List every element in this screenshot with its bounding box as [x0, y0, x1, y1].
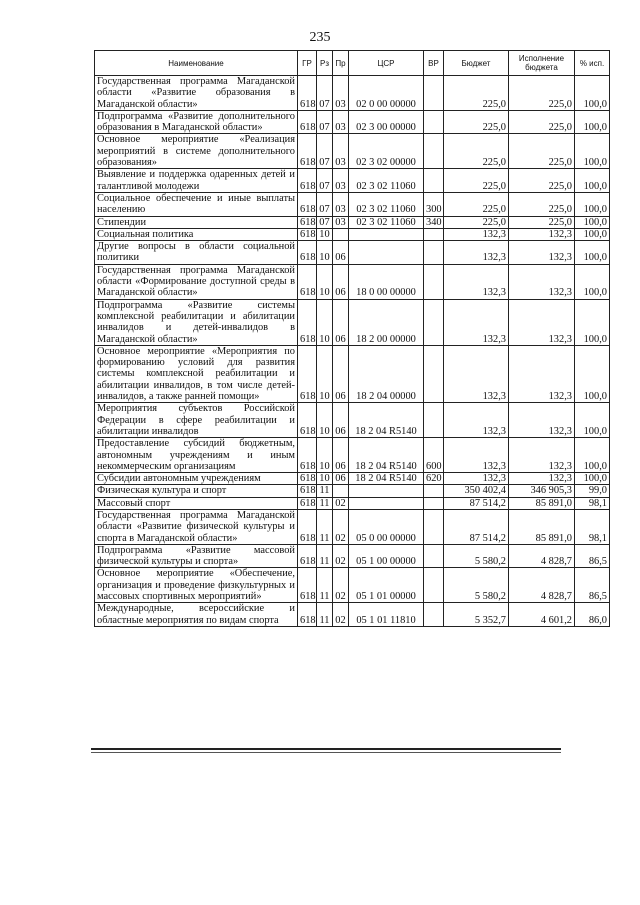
row-budget: 132,3: [444, 241, 509, 265]
row-gr: 618: [298, 544, 317, 568]
row-percent: 100,0: [575, 169, 610, 193]
row-vr: 340: [424, 216, 444, 228]
row-rz: 11: [317, 485, 333, 497]
table-row: [95, 76, 610, 111]
row-vr: [424, 509, 444, 544]
row-execution: 132,3: [509, 241, 575, 265]
row-csr: 02 3 00 00000: [349, 110, 424, 134]
row-execution: 85 891,0: [509, 497, 575, 509]
row-budget: 132,3: [444, 403, 509, 438]
row-gr: 618: [298, 345, 317, 402]
row-rz: 07: [317, 216, 333, 228]
row-budget: 5 580,2: [444, 568, 509, 603]
row-gr: 618: [298, 169, 317, 193]
row-csr: [349, 497, 424, 509]
row-budget: 225,0: [444, 216, 509, 228]
row-budget: 225,0: [444, 169, 509, 193]
row-percent: 100,0: [575, 403, 610, 438]
row-percent: 86,5: [575, 544, 610, 568]
row-rz: 10: [317, 345, 333, 402]
row-gr: 618: [298, 76, 317, 111]
row-pr: [333, 228, 349, 240]
row-rz: 11: [317, 544, 333, 568]
row-csr: [349, 485, 424, 497]
row-budget: 132,3: [444, 299, 509, 345]
row-execution: 132,3: [509, 299, 575, 345]
row-execution: 225,0: [509, 216, 575, 228]
row-gr: 618: [298, 264, 317, 299]
row-pr: 06: [333, 438, 349, 473]
header-vr: ВР: [424, 51, 444, 76]
row-rz: 07: [317, 134, 333, 169]
row-execution: 225,0: [509, 169, 575, 193]
row-budget: 87 514,2: [444, 509, 509, 544]
row-percent: 100,0: [575, 134, 610, 169]
row-csr: 18 0 00 00000: [349, 264, 424, 299]
row-vr: [424, 134, 444, 169]
row-rz: 10: [317, 473, 333, 485]
row-percent: 100,0: [575, 216, 610, 228]
table-row: [95, 216, 610, 228]
row-name: Подпрограмма «Развитие системы комплексной реабилитации и абилитации инвалидов и детей-инвалидов в Магаданской области»: [95, 299, 298, 345]
row-gr: 618: [298, 473, 317, 485]
row-vr: [424, 568, 444, 603]
row-execution: 132,3: [509, 345, 575, 402]
table-row: [95, 485, 610, 497]
row-budget: 5 352,7: [444, 603, 509, 627]
row-name: Другие вопросы в области социальной политики: [95, 241, 298, 265]
row-budget: 350 402,4: [444, 485, 509, 497]
header-name: Наименование: [95, 51, 298, 76]
table-row: [95, 264, 610, 299]
header-rz: Рз: [317, 51, 333, 76]
page-number: 235: [309, 30, 331, 45]
row-execution: 225,0: [509, 76, 575, 111]
row-rz: 10: [317, 228, 333, 240]
row-execution: 4 601,2: [509, 603, 575, 627]
row-percent: 100,0: [575, 299, 610, 345]
row-csr: 18 2 00 00000: [349, 299, 424, 345]
row-name: Государственная программа Магаданской области «Развитие образования в Магаданской области»: [95, 76, 298, 111]
row-rz: 10: [317, 264, 333, 299]
row-budget: 132,3: [444, 473, 509, 485]
table-row: [95, 345, 610, 402]
row-csr: 18 2 04 R5140: [349, 438, 424, 473]
row-percent: 100,0: [575, 241, 610, 265]
header-percent: % исп.: [575, 51, 610, 76]
table-row: [95, 241, 610, 265]
row-vr: [424, 264, 444, 299]
row-name: Физическая культура и спорт: [95, 485, 298, 497]
row-pr: 03: [333, 192, 349, 216]
row-vr: 620: [424, 473, 444, 485]
row-execution: 132,3: [509, 438, 575, 473]
row-vr: [424, 485, 444, 497]
row-csr: 18 2 04 R5140: [349, 473, 424, 485]
header-gr: ГР: [298, 51, 317, 76]
row-gr: 618: [298, 403, 317, 438]
row-pr: 03: [333, 134, 349, 169]
table-row: [95, 497, 610, 509]
row-csr: [349, 228, 424, 240]
row-vr: [424, 603, 444, 627]
row-rz: 07: [317, 110, 333, 134]
row-vr: [424, 403, 444, 438]
row-pr: 02: [333, 603, 349, 627]
table-row: [95, 228, 610, 240]
row-name: Основное мероприятие «Мероприятия по формированию условий для развития системы комплексной реабилитации и абилитации инвалидов, в том числе детей-инвалидов, а также ранней помощи»: [95, 345, 298, 402]
row-gr: 618: [298, 497, 317, 509]
row-name: Основное мероприятие «Обеспечение, организация и проведение физкультурных и массовых спортивных мероприятий»: [95, 568, 298, 603]
row-budget: 225,0: [444, 110, 509, 134]
row-gr: 618: [298, 485, 317, 497]
row-budget: 225,0: [444, 76, 509, 111]
row-execution: 225,0: [509, 110, 575, 134]
row-csr: 02 0 00 00000: [349, 76, 424, 111]
table-row: [95, 473, 610, 485]
row-gr: 618: [298, 192, 317, 216]
row-csr: 18 2 04 R5140: [349, 403, 424, 438]
row-vr: [424, 345, 444, 402]
row-pr: 06: [333, 241, 349, 265]
row-pr: 03: [333, 216, 349, 228]
row-rz: 11: [317, 603, 333, 627]
table-row: [95, 110, 610, 134]
row-name: Государственная программа Магаданской области «Формирование доступной среды в Магаданской области»: [95, 264, 298, 299]
row-execution: 346 905,3: [509, 485, 575, 497]
row-name: Подпрограмма «Развитие дополнительного образования в Магаданской области»: [95, 110, 298, 134]
table-row: [95, 134, 610, 169]
row-csr: 02 3 02 11060: [349, 169, 424, 193]
row-percent: 100,0: [575, 473, 610, 485]
row-csr: 05 1 00 00000: [349, 544, 424, 568]
table-row: [95, 509, 610, 544]
row-percent: 86,0: [575, 603, 610, 627]
row-percent: 98,1: [575, 509, 610, 544]
row-percent: 100,0: [575, 345, 610, 402]
row-percent: 99,0: [575, 485, 610, 497]
row-csr: 05 1 01 11810: [349, 603, 424, 627]
row-csr: 05 0 00 00000: [349, 509, 424, 544]
row-gr: 618: [298, 568, 317, 603]
row-gr: 618: [298, 603, 317, 627]
row-rz: 07: [317, 76, 333, 111]
budget-execution-table: [94, 50, 610, 627]
row-vr: [424, 110, 444, 134]
row-pr: 06: [333, 473, 349, 485]
row-name: Стипендии: [95, 216, 298, 228]
row-gr: 618: [298, 509, 317, 544]
row-budget: 132,3: [444, 438, 509, 473]
row-percent: 100,0: [575, 228, 610, 240]
table-header-row: [95, 51, 610, 76]
row-budget: 225,0: [444, 192, 509, 216]
row-pr: 06: [333, 299, 349, 345]
row-name: Подпрограмма «Развитие массовой физической культуры и спорта»: [95, 544, 298, 568]
row-execution: 4 828,7: [509, 544, 575, 568]
row-budget: 5 580,2: [444, 544, 509, 568]
table-row: [95, 299, 610, 345]
row-name: Международные, всероссийские и областные мероприятия по видам спорта: [95, 603, 298, 627]
row-vr: [424, 497, 444, 509]
row-execution: 4 828,7: [509, 568, 575, 603]
row-vr: 600: [424, 438, 444, 473]
row-pr: 02: [333, 497, 349, 509]
row-percent: 100,0: [575, 192, 610, 216]
row-csr: [349, 241, 424, 265]
table-row: [95, 568, 610, 603]
row-budget: 132,3: [444, 264, 509, 299]
row-name: Государственная программа Магаданской области «Развитие физической культуры и спорта в Магаданской области»: [95, 509, 298, 544]
row-pr: 02: [333, 544, 349, 568]
row-execution: 132,3: [509, 473, 575, 485]
row-percent: 100,0: [575, 76, 610, 111]
row-gr: 618: [298, 438, 317, 473]
row-pr: 03: [333, 169, 349, 193]
row-csr: 02 3 02 11060: [349, 216, 424, 228]
row-csr: 18 2 04 00000: [349, 345, 424, 402]
row-pr: 02: [333, 509, 349, 544]
row-csr: 02 3 02 00000: [349, 134, 424, 169]
table-row: [95, 192, 610, 216]
row-percent: 100,0: [575, 264, 610, 299]
row-budget: 132,3: [444, 345, 509, 402]
row-budget: 132,3: [444, 228, 509, 240]
row-name: Выявление и поддержка одаренных детей и талантливой молодежи: [95, 169, 298, 193]
row-percent: 86,5: [575, 568, 610, 603]
table-row: [95, 403, 610, 438]
row-gr: 618: [298, 299, 317, 345]
row-vr: [424, 169, 444, 193]
row-pr: 06: [333, 403, 349, 438]
header-pr: Пр: [333, 51, 349, 76]
row-pr: 03: [333, 76, 349, 111]
header-budget: Бюджет: [444, 51, 509, 76]
row-gr: 618: [298, 228, 317, 240]
row-rz: 07: [317, 169, 333, 193]
row-rz: 10: [317, 241, 333, 265]
table-row: [95, 169, 610, 193]
row-rz: 10: [317, 403, 333, 438]
row-execution: 225,0: [509, 134, 575, 169]
row-rz: 11: [317, 497, 333, 509]
row-percent: 98,1: [575, 497, 610, 509]
row-percent: 100,0: [575, 438, 610, 473]
row-execution: 225,0: [509, 192, 575, 216]
row-gr: 618: [298, 134, 317, 169]
row-vr: [424, 228, 444, 240]
row-name: Социальная политика: [95, 228, 298, 240]
row-rz: 10: [317, 299, 333, 345]
header-execution: Исполнение бюджета: [509, 51, 575, 76]
row-vr: [424, 544, 444, 568]
table-row: [95, 603, 610, 627]
row-name: Мероприятия субъектов Российской Федерации в сфере реабилитации и абилитации инвалидов: [95, 403, 298, 438]
row-name: Социальное обеспечение и иные выплаты населению: [95, 192, 298, 216]
row-pr: 02: [333, 568, 349, 603]
row-pr: [333, 485, 349, 497]
row-gr: 618: [298, 241, 317, 265]
row-rz: 11: [317, 568, 333, 603]
row-execution: 85 891,0: [509, 509, 575, 544]
row-csr: 02 3 02 11060: [349, 192, 424, 216]
row-vr: [424, 299, 444, 345]
row-execution: 132,3: [509, 264, 575, 299]
row-gr: 618: [298, 216, 317, 228]
row-budget: 87 514,2: [444, 497, 509, 509]
header-csr: ЦСР: [349, 51, 424, 76]
row-name: Массовый спорт: [95, 497, 298, 509]
row-rz: 10: [317, 438, 333, 473]
row-percent: 100,0: [575, 110, 610, 134]
row-name: Предоставление субсидий бюджетным, автономным учреждениям и иным некоммерческим организациям: [95, 438, 298, 473]
row-gr: 618: [298, 110, 317, 134]
row-pr: 03: [333, 110, 349, 134]
footer-divider: [91, 748, 561, 750]
table-row: [95, 438, 610, 473]
row-vr: [424, 76, 444, 111]
row-rz: 11: [317, 509, 333, 544]
row-pr: 06: [333, 264, 349, 299]
footer-divider-thin: [91, 752, 561, 753]
row-csr: 05 1 01 00000: [349, 568, 424, 603]
row-name: Субсидии автономным учреждениям: [95, 473, 298, 485]
table-row: [95, 544, 610, 568]
row-budget: 225,0: [444, 134, 509, 169]
row-name: Основное мероприятие «Реализация мероприятий в системе дополнительного образования»: [95, 134, 298, 169]
row-pr: 06: [333, 345, 349, 402]
row-rz: 07: [317, 192, 333, 216]
row-execution: 132,3: [509, 403, 575, 438]
row-vr: 300: [424, 192, 444, 216]
row-vr: [424, 241, 444, 265]
row-execution: 132,3: [509, 228, 575, 240]
